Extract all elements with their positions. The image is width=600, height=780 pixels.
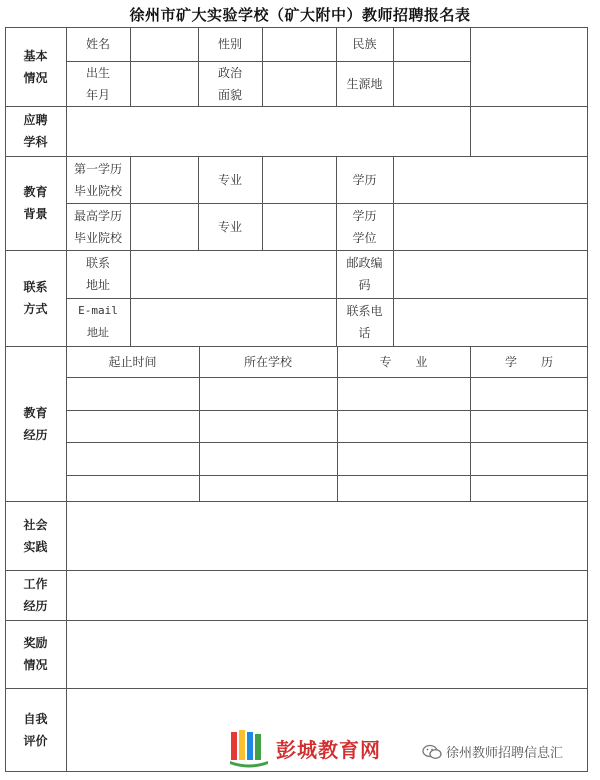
label-birth-date: 出生 年月	[85, 65, 110, 102]
watermark-wechat-text: 徐州教师招聘信息汇	[446, 746, 564, 761]
label-postcode: 邮政编 码	[346, 256, 383, 292]
watermark-wechat	[422, 742, 563, 761]
section-basic-info: 基本 情况	[23, 49, 48, 85]
label-origin: 生源地	[346, 76, 383, 91]
label-ethnicity: 民族	[352, 37, 377, 51]
label-gender: 性别	[217, 37, 242, 51]
wechat-icon	[422, 744, 442, 760]
label-major-2: 专业	[217, 219, 242, 234]
label-major-1: 专业	[217, 172, 242, 187]
label-first-degree-school: 第一学历 毕业院校	[73, 161, 122, 198]
section-education-background: 教育 背景	[23, 185, 48, 221]
section-social-practice: 社会 实践	[23, 517, 48, 554]
watermark-brand-text: 彭城教育网	[276, 737, 381, 762]
label-address: 联系 地址	[85, 256, 110, 292]
header-major: 专 业	[379, 354, 428, 369]
label-phone: 联系电 话	[346, 304, 383, 340]
label-political-status: 政治 面貌	[217, 65, 242, 102]
label-email: E-mail 地址	[78, 304, 118, 339]
book-logo-icon	[228, 728, 270, 768]
header-period: 起止时间	[108, 354, 157, 369]
header-school: 所在学校	[243, 354, 292, 369]
label-name: 姓名	[85, 37, 110, 51]
section-awards: 奖励 情况	[23, 636, 48, 672]
section-contact: 联系 方式	[23, 280, 48, 316]
section-education-experience: 教育 经历	[23, 405, 48, 442]
section-self-evaluation: 自我 评价	[23, 712, 48, 748]
section-work-experience: 工作 经历	[23, 577, 48, 613]
section-subject: 应聘 学科	[23, 113, 48, 149]
label-highest-degree-school: 最高学历 毕业院校	[73, 208, 122, 245]
label-degree-2: 学历 学位	[352, 208, 377, 245]
form-title: 徐州市矿大实验学校（矿大附中）教师招聘报名表	[129, 6, 471, 24]
header-degree: 学 历	[504, 354, 553, 369]
label-degree-1: 学历	[352, 172, 377, 187]
watermark-brand	[228, 728, 381, 768]
